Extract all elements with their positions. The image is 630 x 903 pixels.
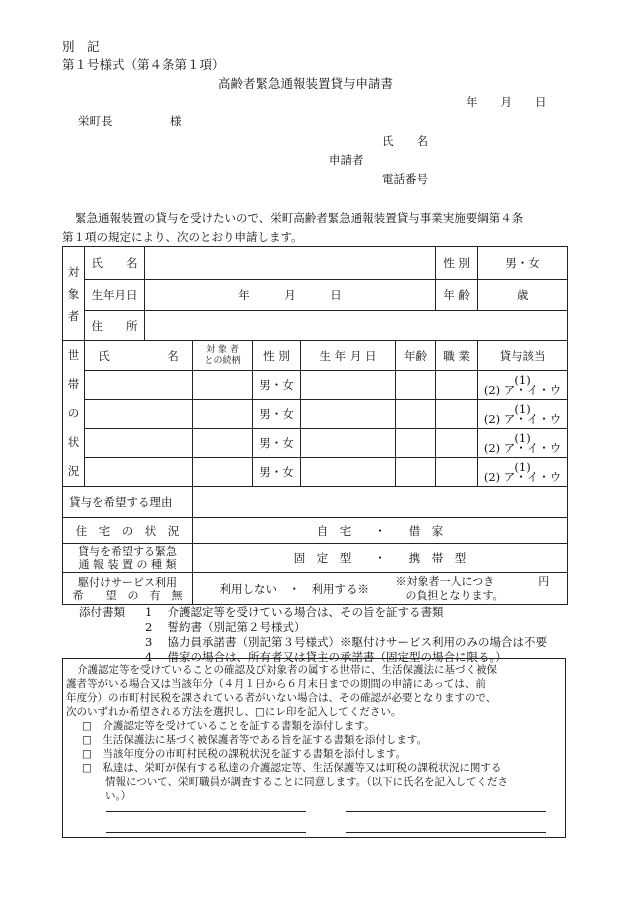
subject-age-field[interactable]: 歳 [478, 280, 568, 311]
subject-dob-field[interactable]: 年 月 日 [145, 280, 436, 311]
consent-box [62, 658, 566, 838]
household-loan-choice[interactable]: (1) (2) ア・イ・ウ [478, 371, 568, 400]
household-dob-field[interactable] [301, 429, 396, 458]
signature-line[interactable] [106, 832, 306, 833]
form-number: 第１号様式（第４条第１項） [62, 57, 225, 72]
household-header-loan: 貸与該当 [478, 341, 568, 371]
consent-option-4-line-3: い。） [105, 790, 132, 802]
consent-para-3: 年度分）の市町村民税を課されている者がいない場合は、その確認が必要となりますので、 [66, 692, 497, 704]
housing-choice[interactable]: 自 宅 ・ 借 家 [193, 518, 568, 544]
subject-age-label: 年 齢 [436, 280, 478, 311]
consent-para-1: 介護認定等を受けていることの確認及び対象者の属する世帯に、生活保護法に基づく被保 [77, 664, 497, 676]
household-dob-field[interactable] [301, 371, 396, 400]
name-label: 氏 名 [382, 134, 428, 148]
household-job-field[interactable] [436, 371, 478, 400]
subject-gender-choice[interactable]: 男・女 [478, 247, 568, 280]
household-name-field[interactable] [85, 429, 193, 458]
reason-field[interactable] [193, 487, 568, 518]
household-age-field[interactable] [396, 458, 436, 487]
household-job-field[interactable] [436, 458, 478, 487]
device-type-choice[interactable]: 固 定 型 ・ 携 帯 型 [193, 544, 568, 573]
household-relation-field[interactable] [193, 371, 253, 400]
household-age-field[interactable] [396, 400, 436, 429]
applicant-label: 申請者 [329, 153, 364, 167]
household-loan-choice[interactable]: (1) (2) ア・イ・ウ [478, 458, 568, 487]
attachment-item: 4 借家の場合は、所有者又は貸主の承諾書（固定型の場合に限る。） [145, 650, 507, 664]
household-dob-field[interactable] [301, 458, 396, 487]
household-relation-field[interactable] [193, 458, 253, 487]
date-line: 年 月 日 [466, 95, 547, 109]
household-name-field[interactable] [85, 400, 193, 429]
consent-option-4-line-2: 情報について、栄町職員が調査することに同意します。（以下に氏名を記入してくださ [105, 776, 508, 788]
housing-label: 住 宅 の 状 況 [63, 518, 193, 544]
subject-name-label: 氏 名 [85, 247, 145, 280]
reason-label: 貸与を希望する理由 [63, 487, 193, 518]
household-name-field[interactable] [85, 458, 193, 487]
consent-para-4: 次のいずれか希望される方法を選択し、□にレ印を記入してください。 [66, 706, 402, 718]
household-gender-choice[interactable]: 男・女 [253, 458, 301, 487]
intro-line-1: 緊急通報装置の貸与を受けたいので、栄町高齢者緊急通報装置貸与事業実施要綱第４条 [75, 211, 524, 225]
checkbox[interactable]: □ [82, 720, 92, 732]
attachment-item: 3 協力員承諾書（別記第３号様式）※駆付けサービス利用のみの場合は不要 [145, 635, 547, 649]
signature-line[interactable] [106, 811, 306, 812]
intro-line-2: 第１項の規定により、次のとおり申請します。 [62, 230, 303, 244]
household-dob-field[interactable] [301, 400, 396, 429]
household-gender-choice[interactable]: 男・女 [253, 371, 301, 400]
household-relation-field[interactable] [193, 429, 253, 458]
checkbox[interactable]: □ [82, 748, 92, 760]
household-name-field[interactable] [85, 371, 193, 400]
consent-option: □ 生活保護法に基づく被保護者等である旨を証する書類を添付します。 [82, 734, 428, 746]
subject-address-field[interactable] [145, 311, 568, 341]
subject-dob-label: 生年月日 [85, 280, 145, 311]
phone-label: 電話番号 [382, 172, 428, 186]
subject-address-label: 住 所 [85, 311, 145, 341]
household-gender-choice[interactable]: 男・女 [253, 429, 301, 458]
subject-name-field[interactable] [145, 247, 436, 280]
attachment-item: 2 誓約書（別記第２号様式） [145, 620, 306, 634]
subject-section-label: 対 象 者 [63, 247, 85, 341]
addressee: 栄町長 様 [78, 114, 182, 128]
consent-option: □ 介護認定等を受けていることを証する書類を添付します。 [82, 720, 375, 732]
household-header-name: 氏 名 [85, 341, 193, 371]
household-age-field[interactable] [396, 371, 436, 400]
household-row [63, 400, 568, 429]
rush-service-choice[interactable]: 利用しない ・ 利用する※ [193, 573, 396, 605]
subject-gender-label: 性 別 [436, 247, 478, 280]
signature-line[interactable] [346, 832, 546, 833]
household-age-field[interactable] [396, 429, 436, 458]
household-relation-field[interactable] [193, 400, 253, 429]
application-table [62, 246, 568, 605]
attachments-label: 添付書類 [79, 605, 125, 619]
device-type-label: 貸与を希望する緊急 通 報 装 置 の 種 類 [63, 544, 193, 573]
checkbox[interactable]: □ [82, 734, 92, 746]
household-header-gender: 性 別 [253, 341, 301, 371]
checkbox[interactable]: □ [82, 762, 92, 774]
household-loan-choice[interactable]: (1) (2) ア・イ・ウ [478, 429, 568, 458]
consent-option: □ 当該年度分の市町村民税の課税状況を証する書類を添付します。 [82, 748, 407, 760]
signature-line[interactable] [346, 811, 546, 812]
rush-service-note: ※対象者一人につき 円 の負担となります。 [396, 573, 568, 605]
attachment-item: 1 介護認定等を受けている場合は、その旨を証する書類 [145, 605, 444, 619]
household-header-relation: 対 象 者 との続柄 [193, 341, 253, 371]
rush-service-label: 駆付けサービス利用 希 望 の 有 無 [63, 573, 193, 605]
consent-option: □ 私達は、栄町が保有する私達の介護認定等、生活保護等又は町税の課税状況に関する [82, 762, 502, 774]
household-loan-choice[interactable]: (1) (2) ア・イ・ウ [478, 400, 568, 429]
household-job-field[interactable] [436, 429, 478, 458]
household-header-dob: 生 年 月 日 [301, 341, 396, 371]
household-gender-choice[interactable]: 男・女 [253, 400, 301, 429]
appendix-label: 別 記 [62, 39, 100, 54]
household-header-job: 職 業 [436, 341, 478, 371]
consent-para-2: 護者等がいる場合又は当該年分（４月１日から６月末日までの期間の申請にあっては、前 [66, 678, 486, 690]
household-row [63, 371, 568, 400]
household-header-age: 年齢 [396, 341, 436, 371]
page-title: 高齢者緊急通報装置貸与申請書 [218, 76, 394, 91]
household-row [63, 429, 568, 458]
household-section-label: 世 帯 の 状 況 [63, 341, 85, 487]
household-job-field[interactable] [436, 400, 478, 429]
household-row [63, 458, 568, 487]
